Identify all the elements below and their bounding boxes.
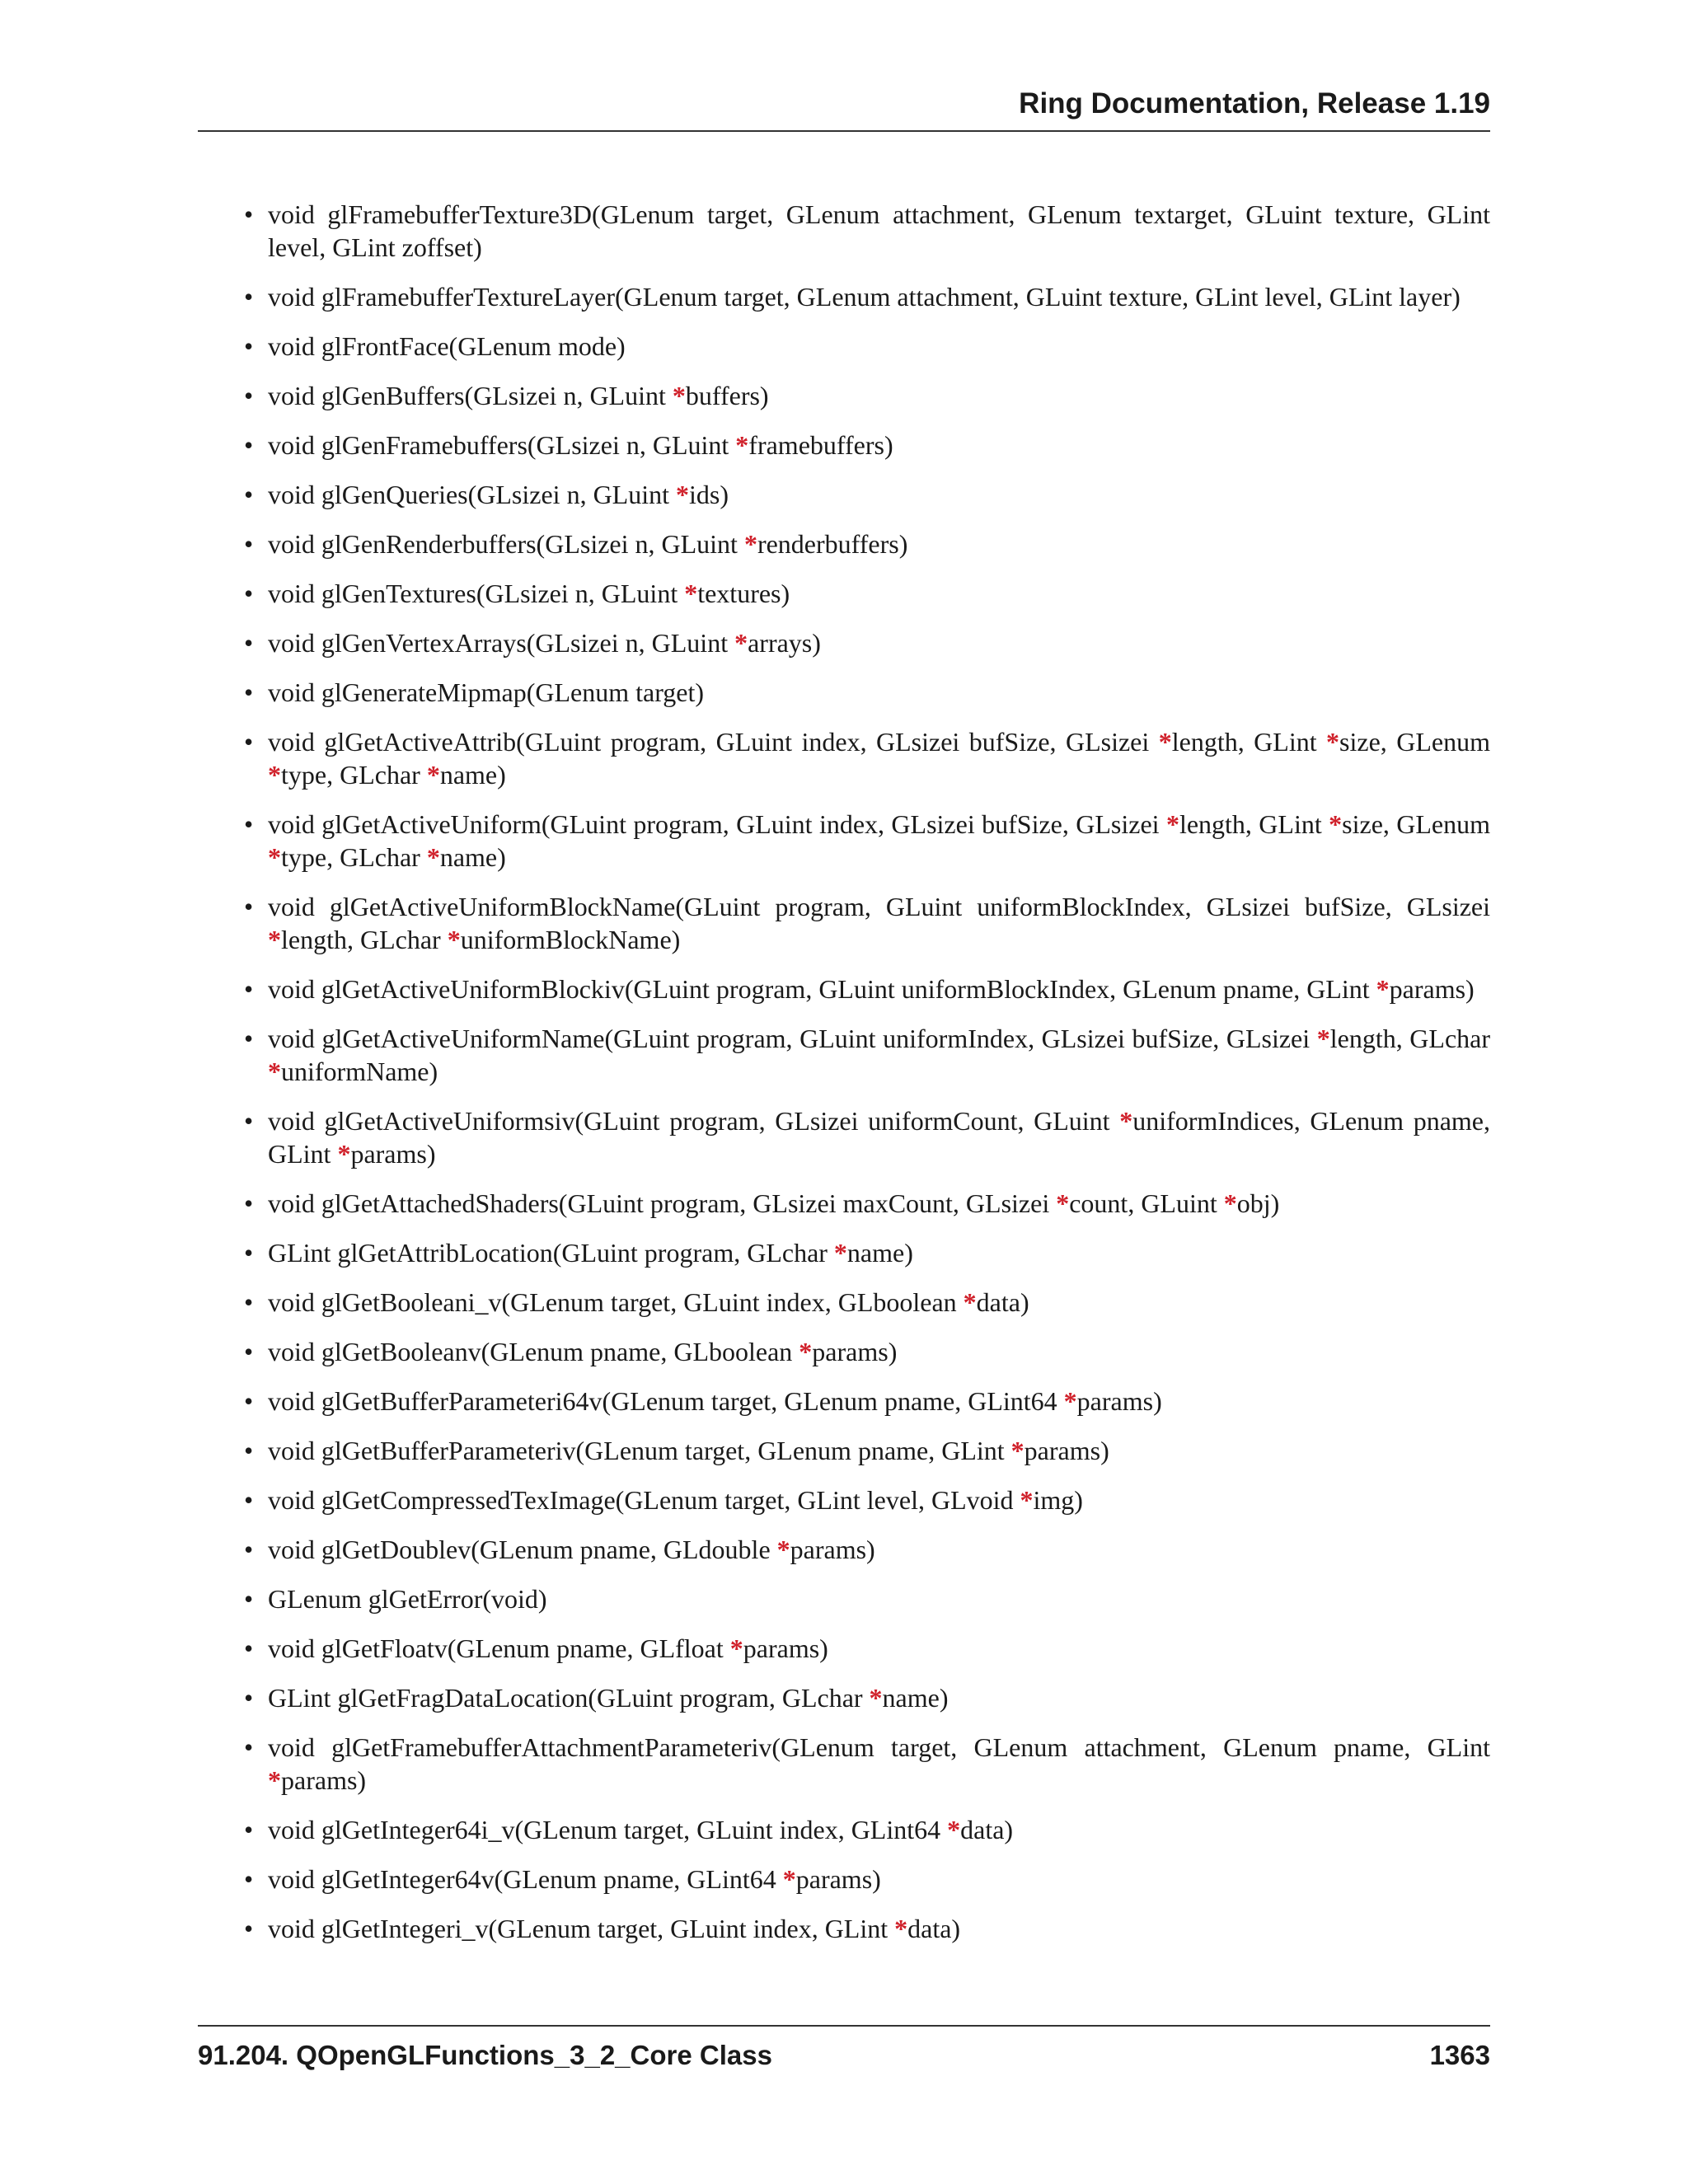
list-item: • void glGetCompressedTexImage(GLenum target, GLint level, GLvoid *img) — [198, 1483, 1490, 1516]
list-item: • void glGetActiveUniformName(GLuint program, GLuint uniformIndex, GLsizei bufSize, GLsizei *length, GLchar *uniformName) — [198, 1022, 1490, 1088]
list-item: • void glGenQueries(GLsizei n, GLuint *ids) — [198, 478, 1490, 511]
main-content — [198, 198, 1490, 1961]
list-item: • void glGetActiveUniform(GLuint program, GLuint index, GLsizei bufSize, GLsizei *length, GLint *size, GLenum *type, GLchar *name) — [198, 808, 1490, 874]
list-item: • void glFramebufferTexture3D(GLenum target, GLenum attachment, GLenum textarget, GLuint texture, GLint level, GLint zoffset) — [198, 198, 1490, 264]
list-item: • void glGetAttachedShaders(GLuint program, GLsizei maxCount, GLsizei *count, GLuint *obj) — [198, 1187, 1490, 1220]
list-item: • void glGetDoublev(GLenum pname, GLdouble *params) — [198, 1533, 1490, 1566]
list-item: • void glGenVertexArrays(GLsizei n, GLuint *arrays) — [198, 626, 1490, 659]
document-title: Ring Documentation, Release 1.19 — [1019, 87, 1490, 120]
list-item: • GLint glGetFragDataLocation(GLuint program, GLchar *name) — [198, 1681, 1490, 1714]
list-item: • void glGetActiveUniformBlockName(GLuint program, GLuint uniformBlockIndex, GLsizei bufSize, GLsizei *length, GLchar *uniformBlockName) — [198, 890, 1490, 956]
list-item: • GLint glGetAttribLocation(GLuint program, GLchar *name) — [198, 1236, 1490, 1269]
list-item: • void glGetActiveUniformBlockiv(GLuint program, GLuint uniformBlockIndex, GLenum pname, GLint *params) — [198, 972, 1490, 1005]
list-item: • void glGetBufferParameteri64v(GLenum target, GLenum pname, GLint64 *params) — [198, 1385, 1490, 1418]
list-item: • void glGetFloatv(GLenum pname, GLfloat *params) — [198, 1632, 1490, 1665]
list-item: • void glGetActiveUniformsiv(GLuint program, GLsizei uniformCount, GLuint *uniformIndices, GLenum pname, GLint *params) — [198, 1104, 1490, 1170]
list-item: • void glGenTextures(GLsizei n, GLuint *textures) — [198, 577, 1490, 610]
list-item: • void glGenBuffers(GLsizei n, GLuint *buffers) — [198, 379, 1490, 412]
list-item: • void glGenFramebuffers(GLsizei n, GLuint *framebuffers) — [198, 429, 1490, 462]
list-item: • void glGenRenderbuffers(GLsizei n, GLuint *renderbuffers) — [198, 527, 1490, 560]
list-item: • void glGetBooleanv(GLenum pname, GLboolean *params) — [198, 1335, 1490, 1368]
list-item: • void glFramebufferTextureLayer(GLenum target, GLenum attachment, GLuint texture, GLint level, GLint layer) — [198, 280, 1490, 313]
section-title: 91.204. QOpenGLFunctions_3_2_Core Class — [198, 2040, 772, 2070]
page-header — [198, 89, 1490, 132]
list-item: • void glFrontFace(GLenum mode) — [198, 330, 1490, 363]
function-list — [198, 198, 1490, 1945]
list-item: • void glGenerateMipmap(GLenum target) — [198, 676, 1490, 709]
page-number: 1363 — [1429, 2040, 1490, 2070]
page-footer — [198, 2025, 1490, 2076]
list-item: • void glGetInteger64i_v(GLenum target, GLuint index, GLint64 *data) — [198, 1813, 1490, 1846]
list-item: • void glGetActiveAttrib(GLuint program, GLuint index, GLsizei bufSize, GLsizei *length, GLint *size, GLenum *type, GLchar *name) — [198, 725, 1490, 791]
list-item: • void glGetBooleani_v(GLenum target, GLuint index, GLboolean *data) — [198, 1286, 1490, 1319]
list-item: • void glGetIntegeri_v(GLenum target, GLuint index, GLint *data) — [198, 1912, 1490, 1945]
list-item: • GLenum glGetError(void) — [198, 1582, 1490, 1615]
list-item: • void glGetBufferParameteriv(GLenum target, GLenum pname, GLint *params) — [198, 1434, 1490, 1467]
list-item: • void glGetFramebufferAttachmentParameteriv(GLenum target, GLenum attachment, GLenum pname, GLint *params) — [198, 1731, 1490, 1797]
list-item: • void glGetInteger64v(GLenum pname, GLint64 *params) — [198, 1863, 1490, 1896]
